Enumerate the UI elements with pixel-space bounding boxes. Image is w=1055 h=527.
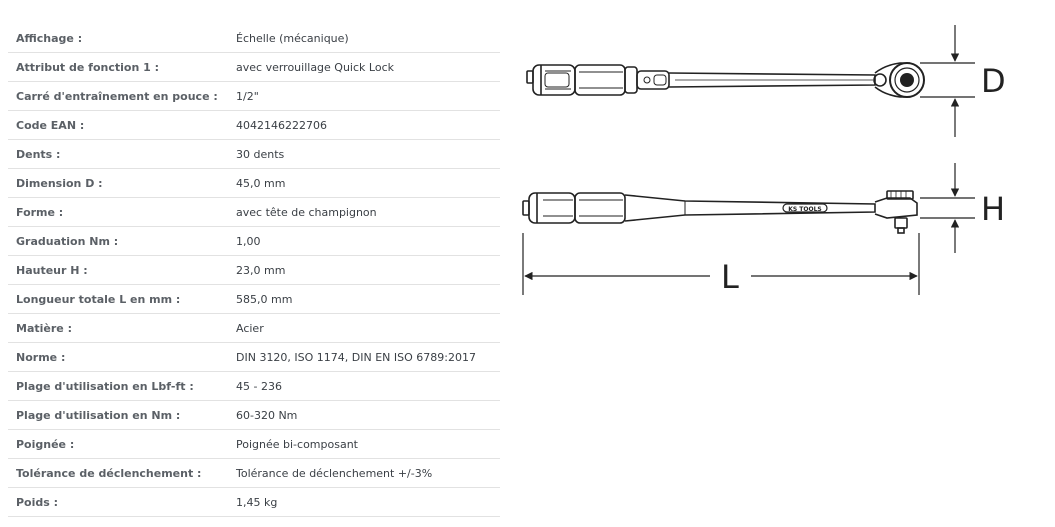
wrench-top-view (527, 63, 924, 97)
spec-table (8, 24, 500, 517)
spec-label: Dents : (16, 147, 61, 161)
dimension-h (920, 163, 975, 253)
spec-label: Longueur totale L en mm : (16, 292, 181, 306)
spec-label: Affichage : (16, 31, 83, 45)
spec-label: Poignée : (16, 437, 75, 451)
wrench-drawing-svg (515, 15, 1045, 305)
spec-label: Dimension D : (16, 176, 103, 190)
spec-label: Code EAN : (16, 118, 85, 132)
spec-row (8, 140, 500, 169)
spec-value: 45 - 236 (236, 379, 282, 393)
spec-row (8, 53, 500, 82)
spec-row (8, 401, 500, 430)
dimension-d (920, 25, 975, 137)
spec-value: Poignée bi-composant (236, 437, 358, 451)
spec-row (8, 430, 500, 459)
dimension-h-label: H (981, 190, 1006, 228)
spec-label: Matière : (16, 321, 72, 335)
dimension-l-label: L (721, 258, 739, 296)
wrench-technical-drawing (515, 15, 1045, 305)
spec-row (8, 372, 500, 401)
spec-label: Carré d'entraînement en pouce : (16, 89, 218, 103)
spec-label: Tolérance de déclenchement : (16, 466, 202, 480)
spec-label: Graduation Nm : (16, 234, 119, 248)
spec-row (8, 488, 500, 517)
spec-row (8, 459, 500, 488)
spec-value: 4042146222706 (236, 118, 327, 132)
spec-value: 30 dents (236, 147, 285, 161)
spec-value: Acier (236, 321, 264, 335)
spec-row (8, 256, 500, 285)
spec-value: avec tête de champignon (236, 205, 377, 219)
spec-label: Plage d'utilisation en Lbf-ft : (16, 379, 194, 393)
spec-row (8, 227, 500, 256)
spec-value: 1/2" (236, 89, 259, 103)
spec-row (8, 82, 500, 111)
spec-label: Norme : (16, 350, 66, 364)
spec-label: Plage d'utilisation en Nm : (16, 408, 181, 422)
dimension-d-label: D (981, 62, 1006, 100)
spec-value: DIN 3120, ISO 1174, DIN EN ISO 6789:2017 (236, 350, 476, 364)
wrench-side-view (523, 191, 917, 233)
spec-label: Attribut de fonction 1 : (16, 60, 160, 74)
spec-value: Échelle (mécanique) (236, 31, 349, 45)
spec-label: Hauteur H : (16, 263, 88, 277)
spec-row (8, 24, 500, 53)
spec-row (8, 314, 500, 343)
spec-label: Poids : (16, 495, 59, 509)
spec-row (8, 169, 500, 198)
brand-logo-text: KS TOOLS (788, 206, 822, 213)
spec-value: 23,0 mm (236, 263, 286, 277)
spec-row (8, 111, 500, 140)
spec-value: 45,0 mm (236, 176, 286, 190)
spec-row (8, 198, 500, 227)
spec-row (8, 285, 500, 314)
spec-value: 585,0 mm (236, 292, 293, 306)
spec-value: 1,00 (236, 234, 261, 248)
spec-label: Forme : (16, 205, 64, 219)
spec-row (8, 343, 500, 372)
spec-value: 1,45 kg (236, 495, 278, 509)
spec-value: 60-320 Nm (236, 408, 298, 422)
spec-value: avec verrouillage Quick Lock (236, 60, 394, 74)
spec-value: Tolérance de déclenchement +/-3% (236, 466, 433, 480)
